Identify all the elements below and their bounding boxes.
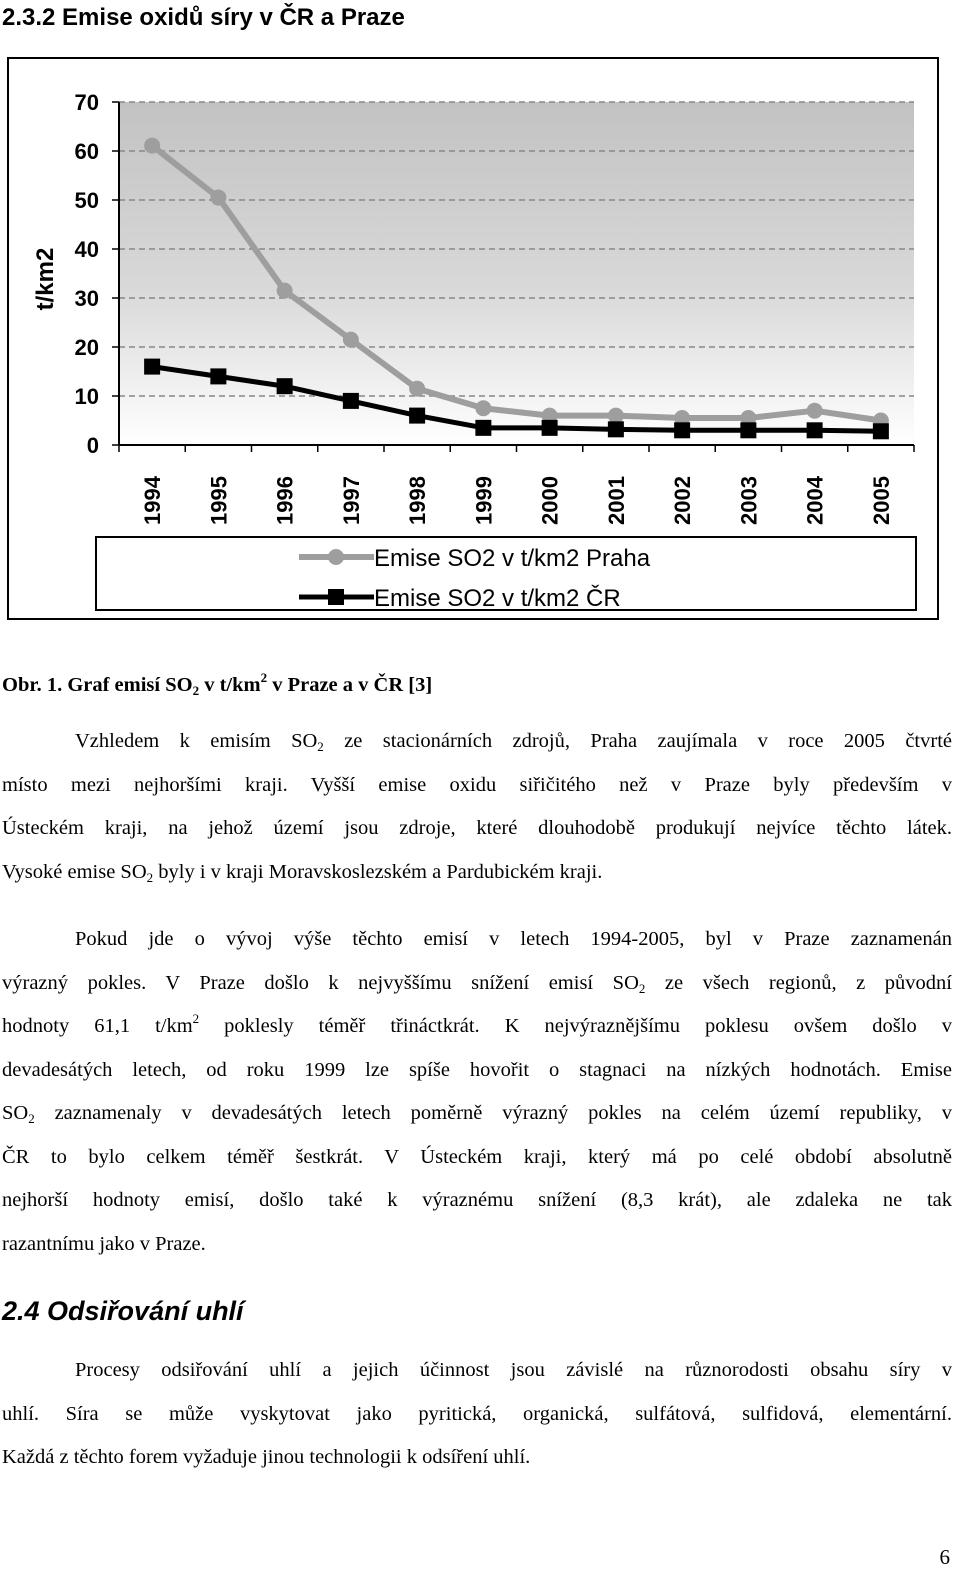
data-point-series-1 [475, 400, 491, 416]
y-tick-label: 70 [74, 90, 99, 115]
paragraph-3-line-2: uhlí. Síra se může vyskytovat jako pyritická, organická, sulfátová, sulfidová, elementární. [2, 1402, 952, 1425]
x-tick-label: 1996 [272, 476, 298, 525]
data-point-series-1 [144, 138, 160, 154]
data-point-series-2 [144, 359, 160, 375]
legend-swatch-marker [328, 589, 344, 605]
data-point-series-1 [807, 403, 823, 419]
figure-caption [2, 670, 433, 698]
paragraph-2-line-2 [2, 962, 952, 1006]
page-number: 6 [939, 1545, 950, 1569]
text-span: ze stacionárních zdrojů, Praha zaujímala v roce 2005 čtvrté [323, 730, 953, 752]
data-point-series-2 [475, 420, 491, 436]
data-point-series-2 [807, 422, 823, 438]
plot-area [119, 102, 914, 445]
paragraph-2-line-6: ČR to bylo celkem téměř šestkrát. V Ústeckém kraji, který má po celé období absolutně [2, 1145, 952, 1168]
data-point-series-2 [409, 408, 425, 424]
x-tick-label: 1995 [206, 476, 232, 525]
data-point-series-1 [210, 190, 226, 206]
data-point-series-2 [210, 368, 226, 384]
data-point-series-2 [343, 393, 359, 409]
text-span: zaznamenaly v devadesátých letech poměrně výrazný pokles na celém území republiky, v [34, 1102, 952, 1124]
data-point-series-2 [608, 421, 624, 437]
text-span: Pokud jde o vývoj výše těchto emisí v letech 1994-2005, byl v Praze zaznamenán [75, 928, 952, 950]
y-tick-label: 60 [74, 139, 99, 164]
paragraph-1-line-2: místo mezi nejhoršími kraji. Vyšší emise oxidu siřičitého než v Praze byly především v [2, 773, 952, 796]
paragraph-1-line-1 [2, 720, 952, 764]
text-span: Vysoké emise SO [2, 860, 147, 883]
paragraph-3-line-3: Každá z těchto forem vyžaduje jinou technologii k odsíření uhlí. [2, 1446, 531, 1468]
figure-frame [7, 57, 939, 620]
text-span: Vzhledem k emisím SO [75, 730, 318, 752]
paragraph-2 [2, 918, 952, 1266]
caption-sub: 2 [192, 683, 200, 698]
text-span: výrazný pokles. V Praze došlo k nejvyššímu snížení emisí SO [2, 971, 639, 994]
line-chart [9, 59, 937, 618]
caption-text-2: v t/km [199, 674, 261, 696]
x-tick-label: 2005 [868, 476, 894, 525]
paragraph-3 [2, 1349, 952, 1480]
legend-label: Emise SO2 v t/km2 ČR [374, 585, 621, 612]
subscript: 2 [317, 739, 324, 754]
legend-label: Emise SO2 v t/km2 Praha [374, 545, 651, 572]
paragraph-1-line-4 [2, 851, 952, 895]
y-tick-label: 0 [86, 433, 99, 458]
caption-text-1: Obr. 1. Graf emisí SO [2, 674, 193, 696]
legend-swatch-marker [328, 549, 344, 565]
paragraph-2-line-5 [2, 1092, 952, 1136]
paragraph-1-line-3: Ústeckém kraji, na jehož území jsou zdroje, které dlouhodobě produkují nejvíce těchto látek. [2, 817, 952, 839]
paragraph-2-line-3 [2, 1005, 952, 1049]
paragraph-1 [2, 720, 952, 894]
x-tick-label: 2000 [537, 476, 563, 525]
y-tick-label: 50 [74, 188, 99, 213]
x-tick-label: 1994 [140, 476, 166, 525]
superscript: 2 [192, 1011, 200, 1026]
y-tick-label: 10 [74, 384, 99, 409]
subscript: 2 [146, 869, 154, 885]
paragraph-2-line-7: nejhorší hodnoty emisí, došlo také k výraznému snížení (8,3 krát), ale zdaleka ne tak [2, 1189, 952, 1211]
caption-sup: 2 [260, 670, 268, 685]
y-tick-label: 40 [74, 237, 99, 262]
paragraph-2-line-8: razantnímu jako v Praze. [2, 1232, 206, 1255]
y-tick-label: 20 [74, 335, 99, 360]
x-tick-label: 2004 [802, 476, 828, 525]
data-point-series-2 [740, 422, 756, 438]
text-span: byly i v kraji Moravskoslezském a Pardubickém kraji. [153, 860, 603, 883]
x-tick-label: 1997 [338, 476, 364, 525]
text-span: poklesly téměř třináctkrát. K nejvýraznějšímu poklesu ovšem došlo v [199, 1015, 952, 1037]
paragraph-2-line-1 [2, 918, 952, 962]
data-point-series-2 [674, 422, 690, 438]
data-point-series-2 [542, 420, 558, 436]
text-span: SO [2, 1102, 29, 1124]
text-span: hodnoty 61,1 t/km [2, 1015, 193, 1037]
paragraph-3-line-1 [2, 1349, 952, 1393]
x-tick-label: 1998 [405, 476, 431, 525]
paragraph-2-line-4: devadesátých letech, od roku 1999 lze spíše hovořit o stagnaci na nízkých hodnotách. Emise [2, 1058, 952, 1081]
section-2-heading: 2.4 Odsiřování uhlí [2, 1296, 244, 1326]
x-tick-label: 2002 [670, 476, 696, 525]
y-axis-label: t/km2 [32, 247, 59, 311]
data-point-series-2 [277, 378, 293, 394]
data-point-series-1 [409, 381, 425, 397]
caption-text-3: v Praze a v ČR [3] [267, 674, 433, 696]
data-point-series-2 [873, 423, 889, 439]
x-tick-label: 1999 [471, 476, 497, 525]
text-span: ze všech regionů, z původní [645, 971, 952, 994]
subscript: 2 [638, 980, 646, 996]
data-point-series-1 [608, 408, 624, 424]
y-tick-label: 30 [74, 286, 99, 311]
x-tick-label: 2003 [736, 476, 762, 525]
subscript: 2 [28, 1111, 35, 1126]
data-point-series-1 [343, 332, 359, 348]
data-point-series-1 [277, 283, 293, 299]
text-span: Procesy odsiřování uhlí a jejich účinnost jsou závislé na různorodosti obsahu síry v [75, 1359, 952, 1381]
x-tick-label: 2001 [603, 476, 629, 525]
section-heading: 2.3.2 Emise oxidů síry v ČR a Praze [2, 4, 405, 31]
